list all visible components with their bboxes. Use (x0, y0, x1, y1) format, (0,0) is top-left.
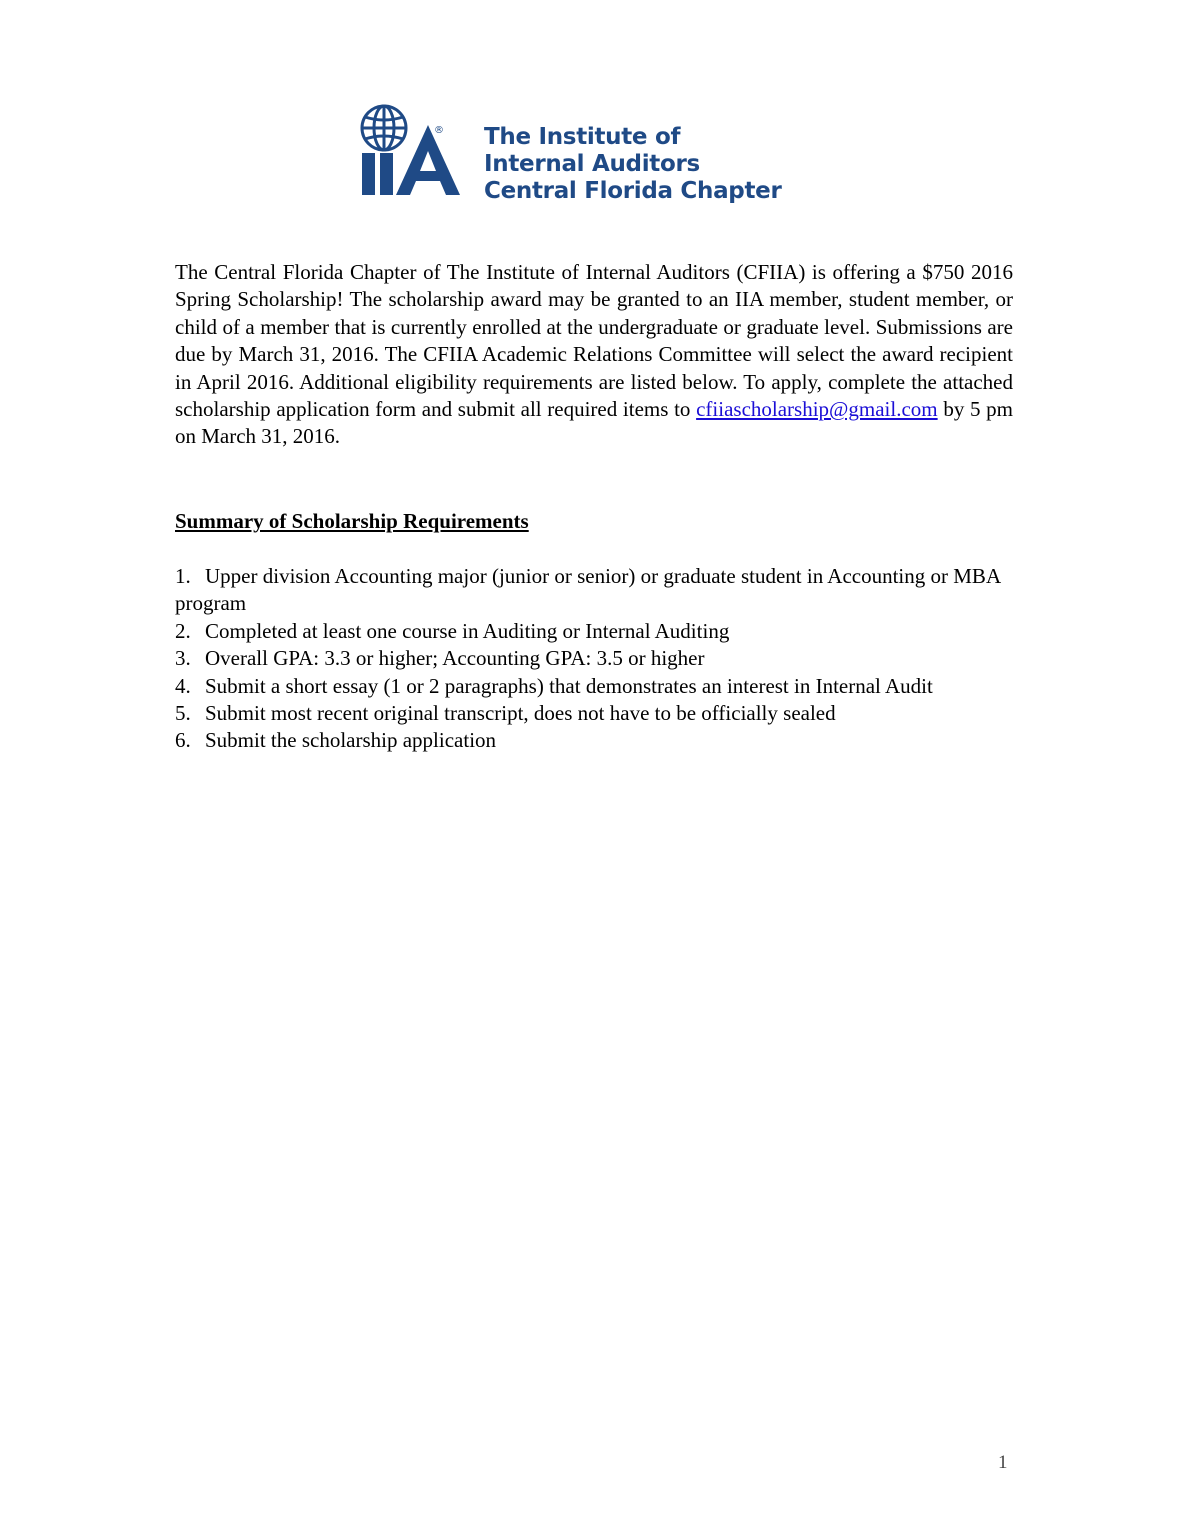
list-item-text: Submit a short essay (1 or 2 paragraphs) that demonstrates an interest in Internal Audit (205, 673, 933, 698)
list-item (175, 727, 1015, 754)
intro-text-after-link: by 5 pm on March 31, 2016. (175, 397, 1013, 449)
list-item-text: Submit the scholarship application (205, 728, 497, 753)
list-item (175, 618, 1015, 645)
intro-paragraph (175, 259, 1013, 451)
list-item-text: Upper division Accounting major (junior or senior) or graduate student in Accounting or MBA program (175, 564, 1000, 616)
list-item (175, 645, 1015, 672)
iia-globe-mark-icon (356, 103, 481, 208)
intro-text-before-link: The Central Florida Chapter of The Institute of Internal Auditors (CFIIA) is offering a $750 2016 Spring Scholarship! The scholarship award may be granted to an IIA member, student member, or child of a member that is currently enrolled at the undergraduate or graduate level. Submissions are due by March 31, 2016. The CFIIA Academic Relations Committee will select the award recipient in April 2016. Additional eligibility requirements are listed below. To apply, complete the attached scholarship application form and submit all required items to (175, 260, 1013, 422)
list-item-number: 4. (175, 673, 191, 698)
registered-mark: ® (434, 125, 444, 136)
logo-line-3: Central Florida Chapter (484, 178, 782, 204)
list-item (175, 563, 1015, 618)
list-item-number: 5. (175, 701, 191, 726)
scholarship-email-link[interactable]: cfiiascholarship@gmail.com (696, 397, 938, 422)
list-item-number: 1. (175, 564, 191, 588)
list-item (175, 673, 1015, 700)
logo-wordmark (484, 123, 782, 204)
list-item (175, 700, 1015, 727)
list-item-number: 6. (175, 728, 191, 753)
page-number: 1 (998, 1452, 1008, 1473)
list-item-text: Overall GPA: 3.3 or higher; Accounting GPA: 3.5 or higher (205, 646, 705, 671)
list-item-text: Submit most recent original transcript, does not have to be officially sealed (205, 701, 836, 726)
logo-line-1: The Institute of (484, 124, 681, 150)
logo-line-2: Internal Auditors (484, 151, 700, 177)
requirements-heading: Summary of Scholarship Requirements (175, 509, 529, 533)
list-item-number: 2. (175, 618, 191, 643)
list-item-text: Completed at least one course in Auditing or Internal Auditing (205, 618, 730, 643)
requirements-list (175, 563, 1015, 755)
iia-logo (356, 103, 836, 208)
list-item-number: 3. (175, 646, 191, 671)
